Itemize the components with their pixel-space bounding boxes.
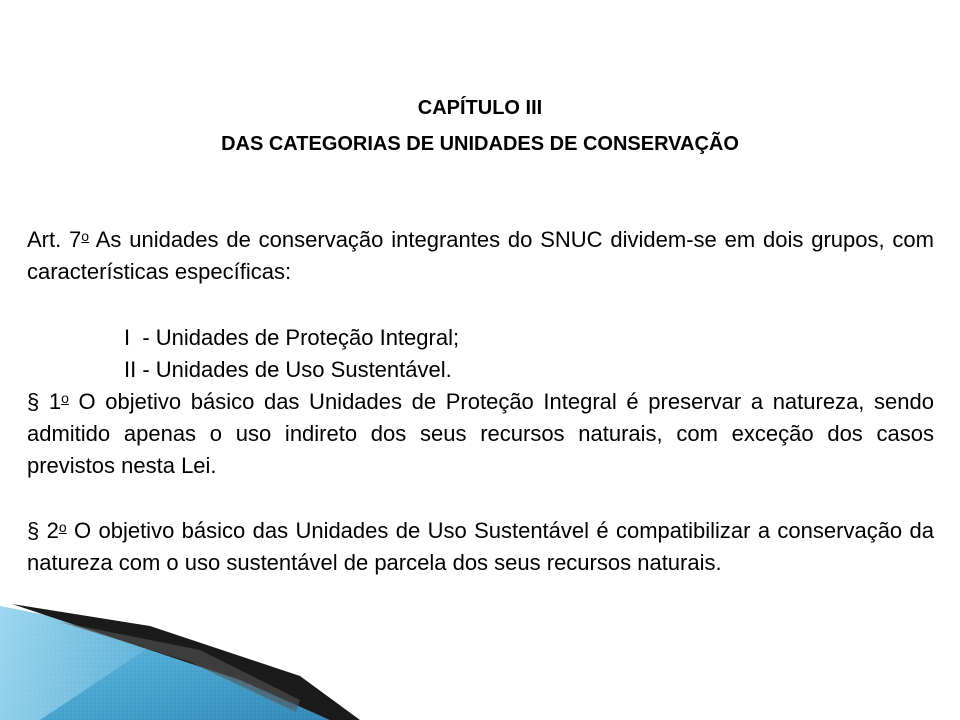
paragraph-1-text: O objetivo básico das Unidades de Proteção Integral é preservar a natureza, sendo admitido apenas o uso indireto dos seus recursos naturais, com exceção dos casos previstos nesta Lei. — [27, 389, 934, 478]
paragraph-2-text: O objetivo básico das Unidades de Uso Sustentável é compatibilizar a conservação da natureza com o uso sustentável de parcela dos seus recursos naturais. — [27, 518, 934, 575]
paragraph-2-prefix: § 2 — [27, 518, 59, 543]
paragraph-1-prefix: § 1 — [27, 389, 62, 414]
list-item-uso-sustentavel: II - Unidades de Uso Sustentável. — [124, 357, 452, 382]
list-item-protecao-integral: I - Unidades de Proteção Integral; — [124, 325, 460, 350]
article-prefix: Art. 7 — [27, 227, 82, 252]
chapter-heading: CAPÍTULO III — [417, 97, 543, 119]
chapter-title: DAS CATEGORIAS DE UNIDADES DE CONSERVAÇÃO — [221, 133, 739, 155]
article-text: As unidades de conservação integrantes do SNUC dividem-se em dois grupos, com características específicas: — [27, 227, 934, 284]
paragraph-1-ordinal: o — [61, 390, 69, 406]
paragraph-2-ordinal: o — [58, 519, 67, 535]
article-ordinal: o — [81, 228, 90, 244]
